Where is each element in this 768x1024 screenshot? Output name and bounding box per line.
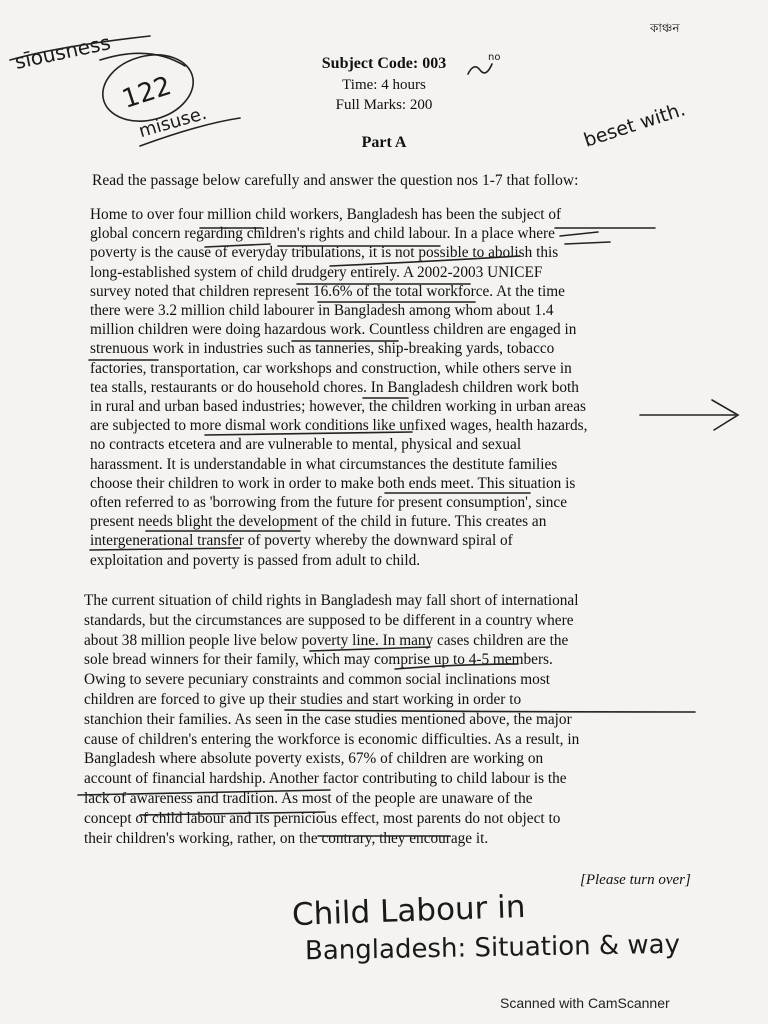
passage-line: concept of child labour and its pernicious effect, most parents do not object to bbox=[84, 809, 561, 827]
handwritten-title-line-2: Bangladesh: Situation & way bbox=[304, 929, 681, 967]
bengali-note: কাঞ্চন bbox=[650, 21, 680, 35]
passage-line: are subjected to more dismal work conditions like unfixed wages, health hazards, bbox=[90, 417, 588, 435]
arrow-mark bbox=[640, 400, 738, 430]
passage-line: stanchion their families. As seen in the case studies mentioned above, the major bbox=[84, 710, 572, 728]
passage-line: often referred to as 'borrowing from the future for present consumption', since bbox=[90, 494, 568, 511]
passage-line: account of financial hardship. Another factor contributing to child labour is the bbox=[84, 770, 567, 788]
handwritten-title-line-1: Child Labour in bbox=[291, 888, 527, 934]
handwritten-top-left: sīousness bbox=[12, 30, 113, 74]
full-marks: Full Marks: 200 bbox=[335, 97, 433, 113]
subject-code: Subject Code: 003 bbox=[321, 55, 447, 72]
underline-mark bbox=[560, 232, 598, 236]
passage-line: million children were doing hazardous work. Countless children are engaged in bbox=[90, 321, 577, 339]
handwritten-misuse: misuse. bbox=[136, 102, 210, 143]
part-heading: Part A bbox=[361, 134, 407, 151]
passage-line: strenuous work in industries such as tanneries, ship-breaking yards, tobacco bbox=[90, 340, 555, 358]
handwritten-circled-number: 122 bbox=[118, 71, 176, 115]
passage-line: survey noted that children represent 16.6% of the total workforce. At the time bbox=[90, 282, 565, 300]
passage-line: Owing to severe pecuniary constraints and common social inclinations most bbox=[84, 671, 551, 689]
passage-line: tea stalls, restaurants or do household chores. In Bangladesh children work both bbox=[90, 378, 579, 396]
exam-time: Time: 4 hours bbox=[342, 77, 426, 93]
scanner-watermark: Scanned with CamScanner bbox=[500, 995, 670, 1011]
passage-line: lack of awareness and tradition. As most of the people are unaware of the bbox=[84, 790, 533, 807]
passage-line: present needs blight the development of the child in future. This creates an bbox=[90, 513, 547, 531]
passage-line: harassment. It is understandable in what circumstances the destitute families bbox=[90, 455, 558, 473]
passage-line: choose their children to work in order to make both ends meet. This situation is bbox=[90, 474, 576, 492]
passage-line: in rural and urban based industries; however, the children working in urban areas bbox=[90, 398, 586, 415]
passage-line: Bangladesh where absolute poverty exists, 67% of children are working on bbox=[84, 750, 544, 768]
passage-line: sole bread winners for their family, which may comprise up to 4-5 members. bbox=[84, 651, 553, 669]
handwritten-beset-with: beset with. bbox=[581, 98, 689, 152]
passage-line: global concern regarding children's rights and child labour. In a place where bbox=[90, 225, 555, 243]
passage-line: children are forced to give up their studies and start working in order to bbox=[84, 691, 522, 708]
passage-line: poverty is the cause of everyday tribulations, it is not possible to abolish this bbox=[90, 244, 559, 262]
please-turn-over: [Please turn over] bbox=[580, 872, 691, 888]
passage-line: Home to over four million child workers, Bangladesh has been the subject of bbox=[90, 206, 562, 223]
passage-line: long-established system of child drudgery entirely. A 2002-2003 UNICEF bbox=[90, 263, 543, 281]
passage-line: about 38 million people live below poverty line. In many cases children are the bbox=[84, 631, 569, 649]
handwritten-no: no bbox=[488, 52, 501, 63]
passage-line: their children's working, rather, on the contrary, they encourage it. bbox=[84, 829, 489, 847]
passage-line: The current situation of child rights in Bangladesh may fall short of international bbox=[84, 592, 579, 609]
passage-line: intergenerational transfer of poverty whereby the downward spiral of bbox=[90, 532, 513, 550]
passage-line: factories, transportation, car workshops and construction, while others serve in bbox=[90, 359, 572, 377]
passage-line: standards, but the circumstances are supposed to be different in a country where bbox=[84, 611, 574, 629]
passage-line: exploitation and poverty is passed from adult to child. bbox=[90, 551, 421, 569]
passage-line: no contracts etcetera and are vulnerable to mental, physical and sexual bbox=[90, 436, 522, 454]
instruction-text: Read the passage below carefully and answer the question nos 1-7 that follow: bbox=[92, 172, 579, 189]
passage-line: there were 3.2 million child labourer in Bangladesh among whom about 1.4 bbox=[90, 302, 554, 319]
underline-mark bbox=[565, 242, 610, 244]
passage-line: cause of children's entering the workforce is economic difficulties. As a result, in bbox=[84, 730, 580, 748]
